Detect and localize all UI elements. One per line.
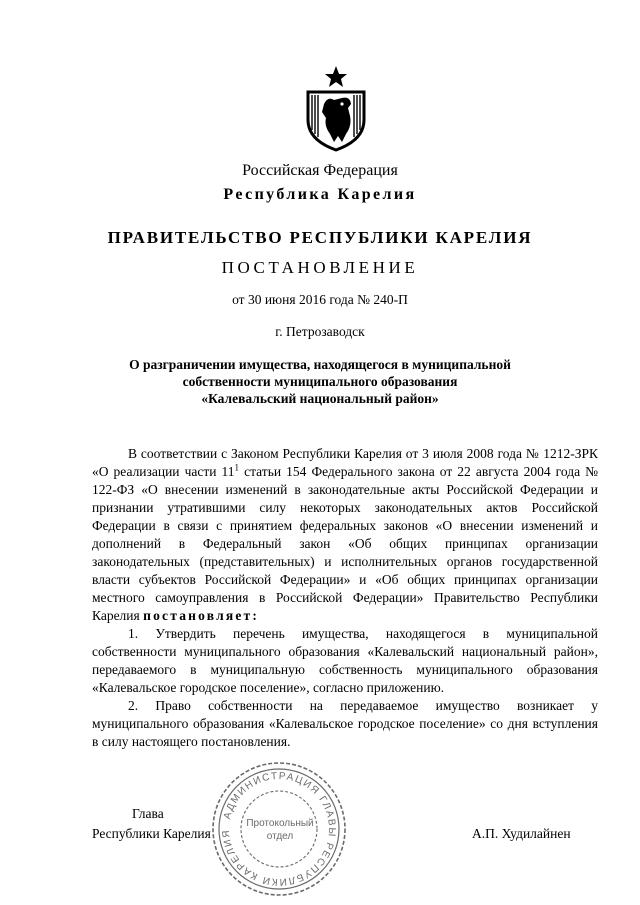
svg-text:АДМИНИСТРАЦИЯ ГЛАВЫ РЕСПУБЛИКИ	[221, 771, 337, 887]
coat-of-arms-icon	[298, 64, 374, 152]
government-title: ПРАВИТЕЛЬСТВО РЕСПУБЛИКИ КАРЕЛИЯ	[107, 228, 533, 247]
title-line-3: «Калевальский национальный район»	[201, 391, 439, 406]
document-body	[92, 445, 598, 751]
preamble-superscript: 1	[234, 462, 240, 473]
preamble-text-1: В соответствии с Законом Республики Карелия от 3 июля 2008 года № 1212-ЗРК «О реализации части 11	[92, 446, 598, 479]
stamp-center-line-1: Протокольный	[246, 818, 314, 829]
document-title	[0, 356, 640, 407]
document-type: ПОСТАНОВЛЕНИЕ	[221, 258, 419, 277]
signature-republic: Республики Карелия	[92, 826, 211, 841]
title-line-1: О разграничении имущества, находящегося в муниципальной	[129, 357, 511, 372]
stamp-center-line-2: отдел	[266, 831, 294, 842]
republic-name: Республика Карелия	[223, 186, 417, 203]
signature-position: Глава	[132, 806, 164, 821]
title-line-2: собственности муниципального образования	[182, 374, 458, 389]
paragraph-item-1: 1. Утвердить перечень имущества, находящегося в муниципальной собственности муниципального образования «Калевальский национальный район», передаваемого в муниципальную собственность муниципального образования «Калевальское городское поселение», согласно приложению.	[92, 626, 598, 695]
paragraph-preamble	[92, 445, 598, 625]
document-city: г. Петрозаводск	[275, 324, 365, 339]
country-name: Российская Федерация	[242, 162, 398, 179]
seal-stamp	[210, 760, 348, 898]
stamp-ring-text: АДМИНИСТРАЦИЯ ГЛАВЫ РЕСПУБЛИКИ КАРЕЛИЯ	[220, 770, 338, 888]
document-date-number: от 30 июня 2016 года № 240-П	[232, 292, 408, 307]
preamble-text-2: статьи 154 Федерального закона от 22 августа 2004 года № 122-ФЗ «О внесении изменений в законодательные акты Российской Федерации и признании утратившими силу некоторых законодательных актов Российской Федерации в связи с принятием федеральных законов «О внесении изменений и дополнений в Федеральный закон «Об общих принципах организации законодательных (представительных) и исполнительных органов государственной власти субъектов Российской Федерации» и «Об общих принципах организации местного самоуправления в Российской Федерации» Правительство Республики Карелия	[92, 464, 599, 623]
signature-name: А.П. Худилайнен	[472, 826, 571, 841]
resolves-word: постановляет:	[143, 608, 260, 623]
paragraph-item-2: 2. Право собственности на передаваемое имущество возникает у муниципального образования «Калевальское городское поселение» со дня вступления в силу настоящего постановления.	[92, 698, 598, 749]
